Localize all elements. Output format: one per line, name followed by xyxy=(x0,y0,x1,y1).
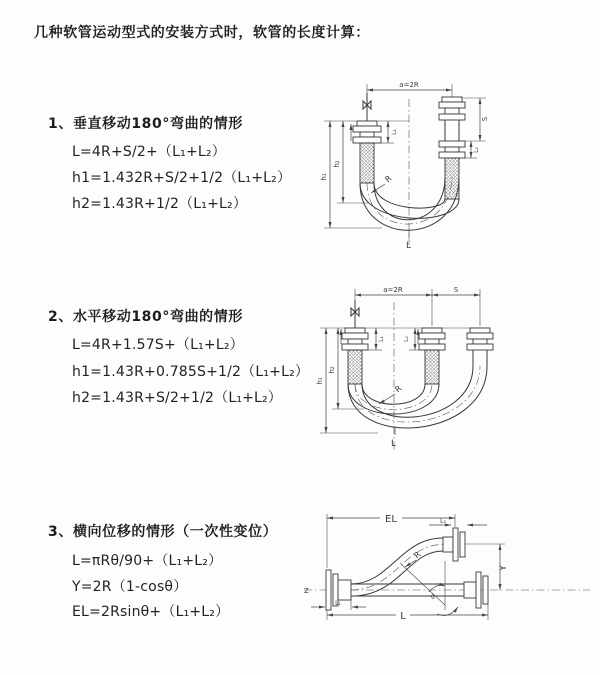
section-3-formula-l: L=πRθ/90+（L₁+L₂） xyxy=(72,553,223,569)
diagram-vertical-bend xyxy=(310,77,600,255)
section-1-formula-h2: h2=1.43R+1/2（L₁+L₂） xyxy=(72,196,248,212)
section-3-heading: 3、横向位移的情形（一次性变位） xyxy=(48,524,278,540)
dimension-lines xyxy=(320,289,486,433)
dim-label-l2: L₂ xyxy=(473,147,480,153)
dim-label-l: L xyxy=(400,611,406,622)
page-title: 几种软管运动型式的安装方式时，软管的长度计算： xyxy=(34,25,370,41)
diagram-horizontal-bend xyxy=(308,278,600,463)
dim-label-s: S xyxy=(453,286,459,294)
dim-label-h2: h₂ xyxy=(333,160,341,168)
diagram-lateral-shift xyxy=(298,498,600,643)
dim-label-l1: L₁ xyxy=(391,129,398,135)
section-2-formula-l: L=4R+1.57S+（L₁+L₂） xyxy=(72,337,244,353)
dim-label-el: EL xyxy=(385,514,397,525)
valve-icon xyxy=(351,300,359,328)
dim-label-r: R xyxy=(393,383,404,395)
section-3-formula-y: Y=2R（1-cosθ） xyxy=(72,579,188,595)
dim-label-theta: θ xyxy=(431,594,435,601)
section-1-formula-h1: h1=1.432R+S/2+1/2（L₁+L₂） xyxy=(72,170,292,186)
dim-label-s: S xyxy=(481,116,489,122)
dimension-lines xyxy=(304,514,590,620)
section-3-formula-el: EL=2Rsinθ+（L₁+L₂） xyxy=(72,604,230,620)
z-mark: Z xyxy=(304,587,309,595)
flange-fittings xyxy=(342,328,493,384)
dim-label-h1: h₁ xyxy=(316,377,324,385)
section-2-formula-h1: h1=1.43R+0.785S+1/2（L₁+L₂） xyxy=(72,364,310,380)
dim-label-a2r: a=2R xyxy=(383,286,403,294)
dim-label-l: L xyxy=(391,439,397,449)
dim-label-h1: h₁ xyxy=(320,173,328,181)
dim-label-l2: L₂ xyxy=(440,518,446,525)
dim-label-r: R xyxy=(383,173,394,185)
dim-label-l1: L₁ xyxy=(335,600,341,607)
dim-label-r: R xyxy=(412,549,423,561)
section-2-heading: 2、水平移动180°弯曲的情形 xyxy=(48,309,243,325)
dim-label-h2: h₂ xyxy=(328,366,336,374)
dim-label-l: L xyxy=(406,241,412,251)
dim-label-y: Y xyxy=(499,565,509,571)
hose-curves xyxy=(348,302,487,450)
dim-label-l2: L₂ xyxy=(403,336,410,342)
section-2-formula-h2: h2=1.43R+S/2+1/2（L₁+L₂） xyxy=(72,390,283,406)
dim-label-a2r: a=2R xyxy=(399,81,419,89)
section-1-formula-l: L=4R+S/2+（L₁+L₂） xyxy=(72,144,226,160)
dim-label-l1: L₁ xyxy=(378,336,385,342)
valve-icon xyxy=(363,93,371,121)
section-1-heading: 1、垂直移动180°弯曲的情形 xyxy=(48,116,243,132)
